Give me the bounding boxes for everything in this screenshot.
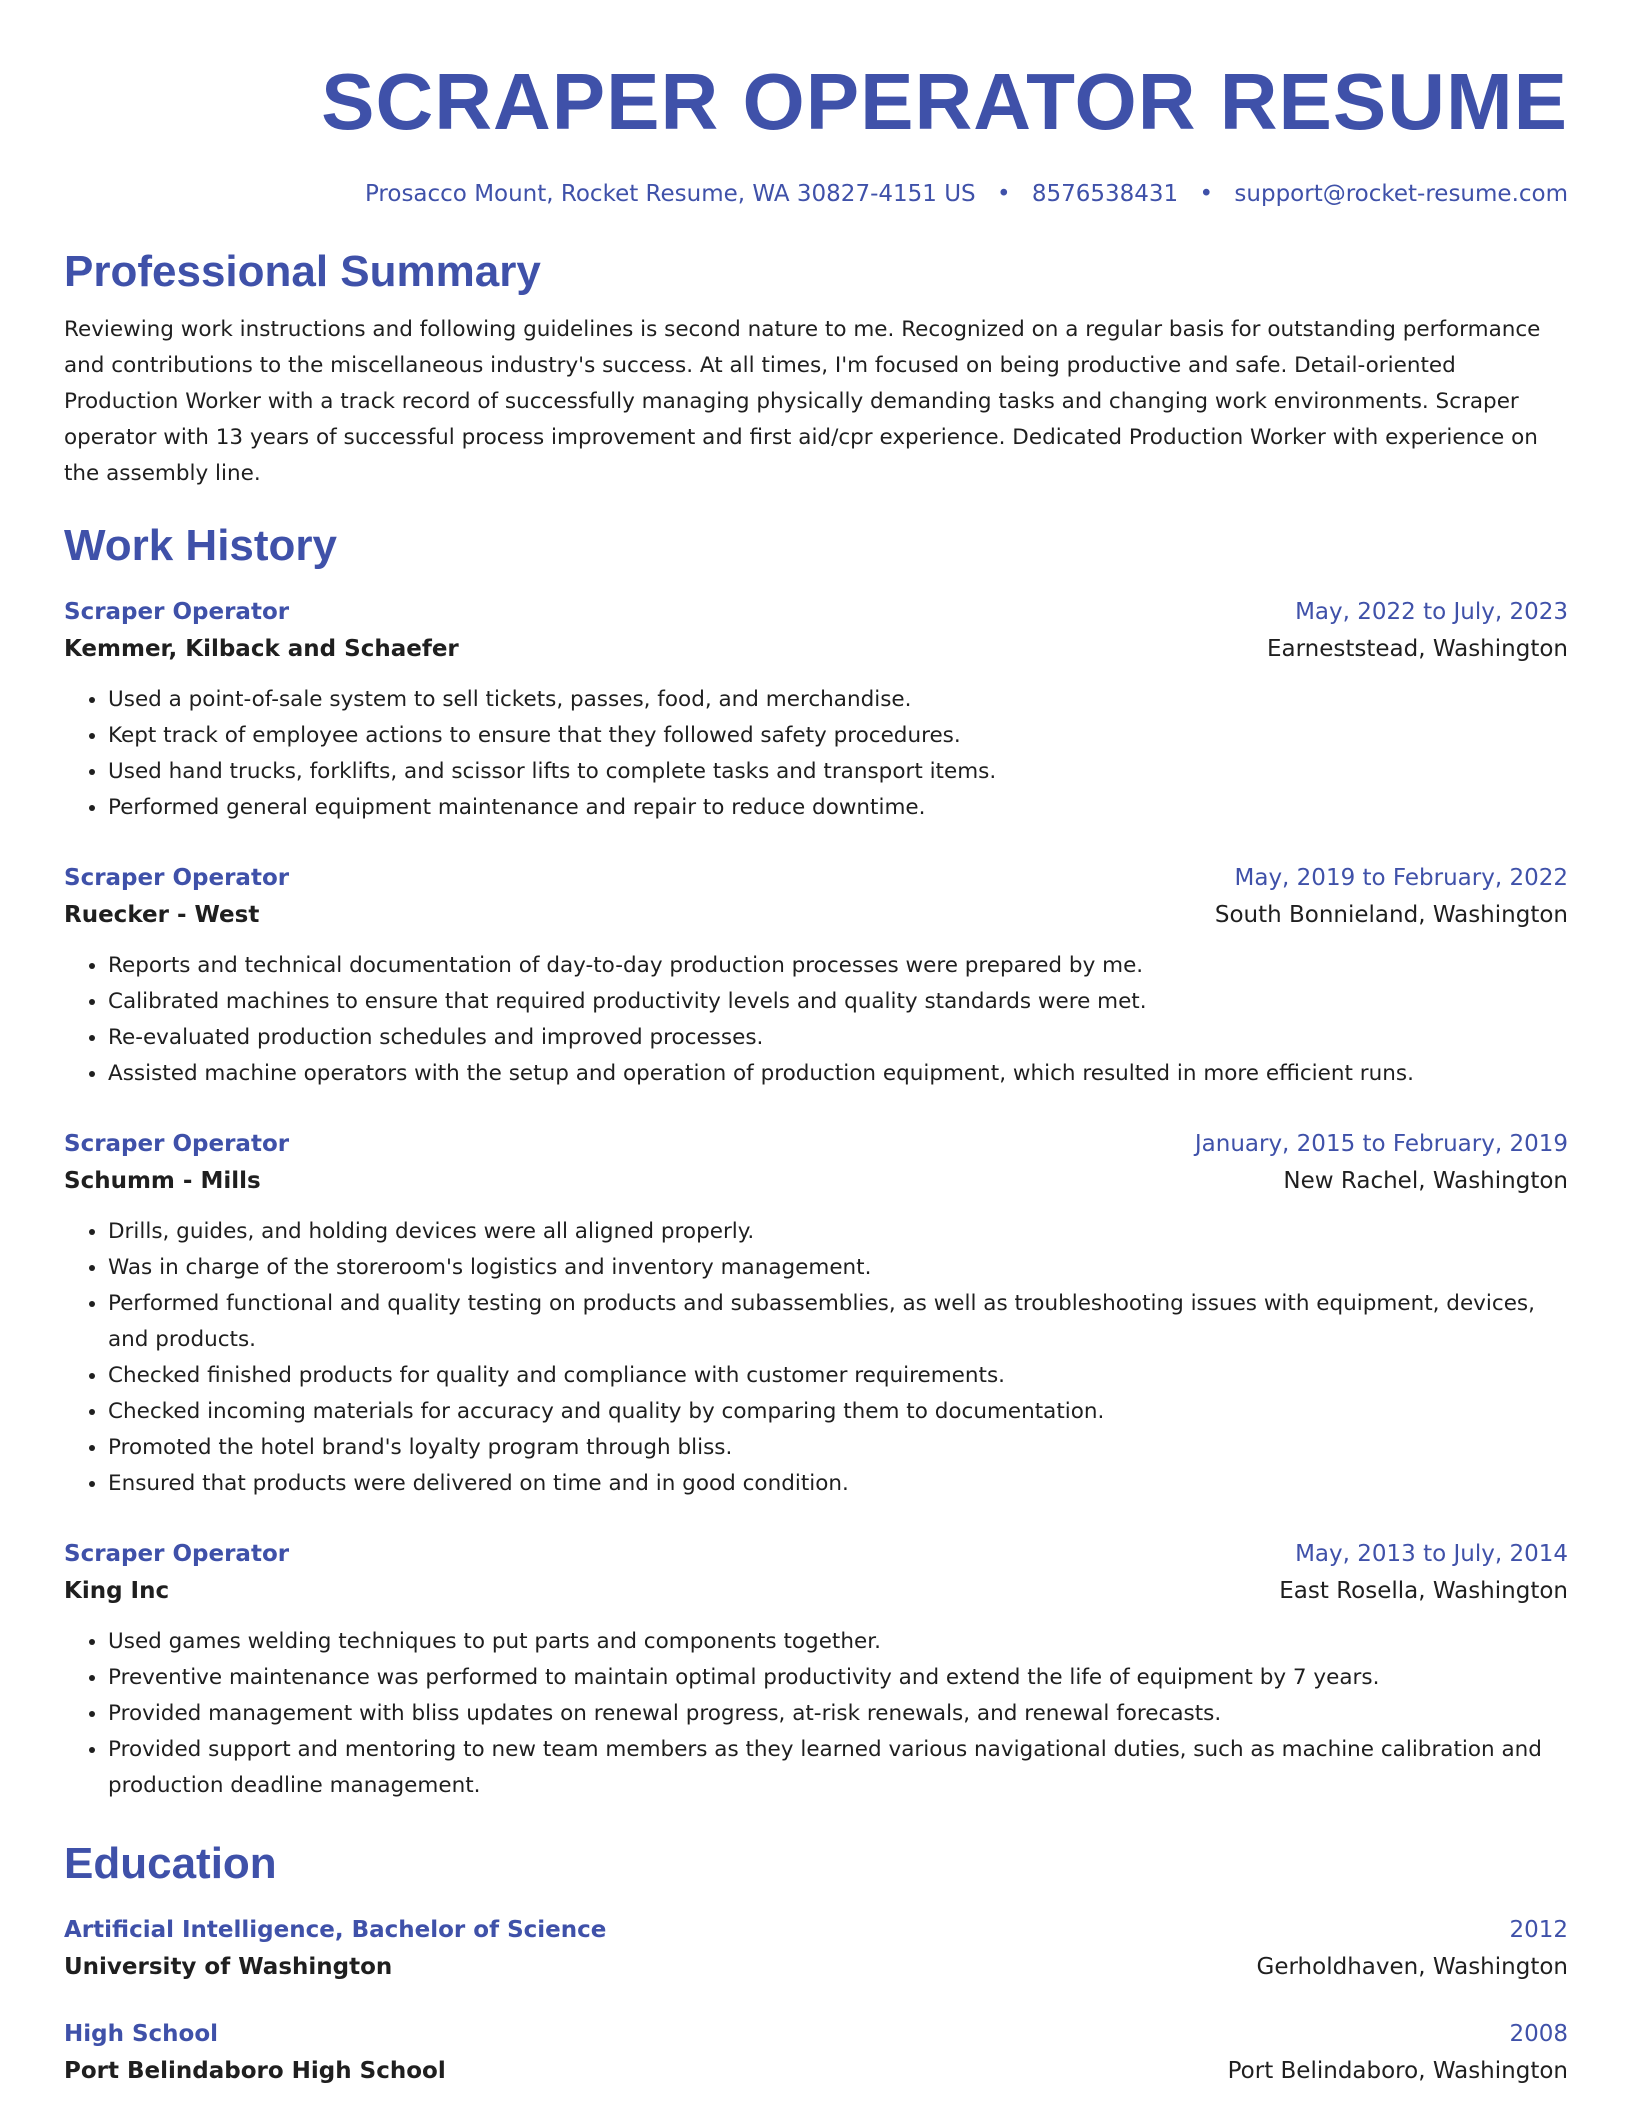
work-entry-header xyxy=(64,1536,1568,1572)
work-history-list xyxy=(64,594,1568,1804)
job-bullet: • Checked incoming materials for accuracy and quality by comparing them to documentation. xyxy=(108,1394,1568,1430)
education-entry-subheader xyxy=(64,1948,1568,1986)
contact-line xyxy=(64,178,1568,210)
job-bullet: • Drills, guides, and holding devices were all aligned properly. xyxy=(108,1214,1568,1250)
job-bullet: • Used games welding techniques to put parts and components together. xyxy=(108,1624,1568,1660)
job-bullet: • Reports and technical documentation of day-to-day production processes were prepared by me. xyxy=(108,948,1568,984)
education-entry xyxy=(64,2016,1568,2090)
education-entry-subheader xyxy=(64,2052,1568,2090)
job-bullet: • Provided support and mentoring to new team members as they learned various navigational duties, such as machine calibration and production deadline management. xyxy=(108,1732,1568,1804)
education-entry-header xyxy=(64,2016,1568,2052)
job-bullet: • Checked finished products for quality and compliance with customer requirements. xyxy=(108,1358,1568,1394)
job-bullet: • Kept track of employee actions to ensure that they followed safety procedures. xyxy=(108,718,1568,754)
education-list xyxy=(64,1912,1568,2090)
job-bullet-list xyxy=(64,1214,1568,1502)
contact-address: Prosacco Mount, Rocket Resume, WA 30827-4151 US xyxy=(364,181,976,207)
education-entry xyxy=(64,1912,1568,1986)
job-bullet: • Promoted the hotel brand's loyalty program through bliss. xyxy=(108,1430,1568,1466)
company-name: Schumm - Mills xyxy=(64,1168,261,1194)
job-location: Earneststead, Washington xyxy=(1266,636,1568,662)
graduation-year: 2012 xyxy=(1509,1917,1568,1943)
job-bullet-list xyxy=(64,1624,1568,1804)
school-location: Gerholdhaven, Washington xyxy=(1256,1954,1568,1980)
job-location: East Rosella, Washington xyxy=(1279,1578,1568,1604)
summary-section-title: Professional Summary xyxy=(64,247,541,296)
work-entry-header xyxy=(64,594,1568,630)
job-bullet: • Performed functional and quality testing on products and subassemblies, as well as troubleshooting issues with equipment, devices, and products. xyxy=(108,1286,1568,1358)
work-entry xyxy=(64,1126,1568,1502)
job-bullet: • Used hand trucks, forklifts, and scissor lifts to complete tasks and transport items. xyxy=(108,754,1568,790)
job-bullet: • Ensured that products were delivered on time and in good condition. xyxy=(108,1466,1568,1502)
contact-email: support@rocket-resume.com xyxy=(1234,181,1568,207)
job-location: New Rachel, Washington xyxy=(1283,1168,1568,1194)
contact-phone: 8576538431 xyxy=(1031,181,1179,207)
job-bullet: • Preventive maintenance was performed to maintain optimal productivity and extend the life of equipment by 7 years. xyxy=(108,1660,1568,1696)
work-entry xyxy=(64,1536,1568,1804)
job-bullet: • Performed general equipment maintenance and repair to reduce downtime. xyxy=(108,790,1568,826)
job-dates: May, 2022 to July, 2023 xyxy=(1295,599,1568,625)
graduation-year: 2008 xyxy=(1509,2021,1568,2047)
degree-title: High School xyxy=(64,2021,219,2047)
job-bullet: • Re-evaluated production schedules and improved processes. xyxy=(108,1020,1568,1056)
job-dates: January, 2015 to February, 2019 xyxy=(1194,1131,1568,1157)
job-bullet: • Was in charge of the storeroom's logistics and inventory management. xyxy=(108,1250,1568,1286)
work-entry xyxy=(64,860,1568,1092)
company-name: King Inc xyxy=(64,1578,170,1604)
summary-text: Reviewing work instructions and following guidelines is second nature to me. Recognized on a regular basis for outstanding performance and contributions to the miscellaneous industry's success. At all times, I'm focused on being productive and safe. Detail-oriented Production Worker with a track record of successfully managing physically demanding tasks and changing work environments. Scraper operator with 13 years of successful process improvement and first aid/cpr experience. Dedicated Production Worker with experience on the assembly line. xyxy=(64,317,1541,486)
job-bullet-list xyxy=(64,682,1568,826)
job-bullet: • Calibrated machines to ensure that required productivity levels and quality standards were met. xyxy=(108,984,1568,1020)
school-location: Port Belindaboro, Washington xyxy=(1227,2058,1568,2084)
job-location: South Bonnieland, Washington xyxy=(1214,902,1568,928)
work-entry-subheader xyxy=(64,1572,1568,1610)
company-name: Kemmer, Kilback and Schaefer xyxy=(64,636,459,662)
degree-title: Artificial Intelligence, Bachelor of Science xyxy=(64,1917,607,1943)
job-dates: May, 2013 to July, 2014 xyxy=(1295,1541,1568,1567)
job-title: Scraper Operator xyxy=(64,1541,290,1567)
job-bullet-list xyxy=(64,948,1568,1092)
job-bullet: • Used a point-of-sale system to sell tickets, passes, food, and merchandise. xyxy=(108,682,1568,718)
work-entry-subheader xyxy=(64,896,1568,934)
job-bullet: • Assisted machine operators with the setup and operation of production equipment, which resulted in more efficient runs. xyxy=(108,1056,1568,1092)
work-entry-subheader xyxy=(64,1162,1568,1200)
job-title: Scraper Operator xyxy=(64,1131,290,1157)
education-section-title: Education xyxy=(64,1839,277,1888)
work-entry-header xyxy=(64,1126,1568,1162)
contact-separator: • xyxy=(996,181,1011,207)
work-entry xyxy=(64,594,1568,826)
school-name: University of Washington xyxy=(64,1954,393,1980)
job-bullet: • Provided management with bliss updates on renewal progress, at-risk renewals, and renewal forecasts. xyxy=(108,1696,1568,1732)
resume-name: SCRAPER OPERATOR RESUME xyxy=(321,57,1568,146)
contact-separator: • xyxy=(1199,181,1214,207)
job-dates: May, 2019 to February, 2022 xyxy=(1234,865,1568,891)
job-title: Scraper Operator xyxy=(64,865,290,891)
work-entry-subheader xyxy=(64,630,1568,668)
school-name: Port Belindaboro High School xyxy=(64,2058,446,2084)
work-section-title: Work History xyxy=(64,521,338,570)
work-entry-header xyxy=(64,860,1568,896)
company-name: Ruecker - West xyxy=(64,902,260,928)
education-entry-header xyxy=(64,1912,1568,1948)
job-title: Scraper Operator xyxy=(64,599,290,625)
